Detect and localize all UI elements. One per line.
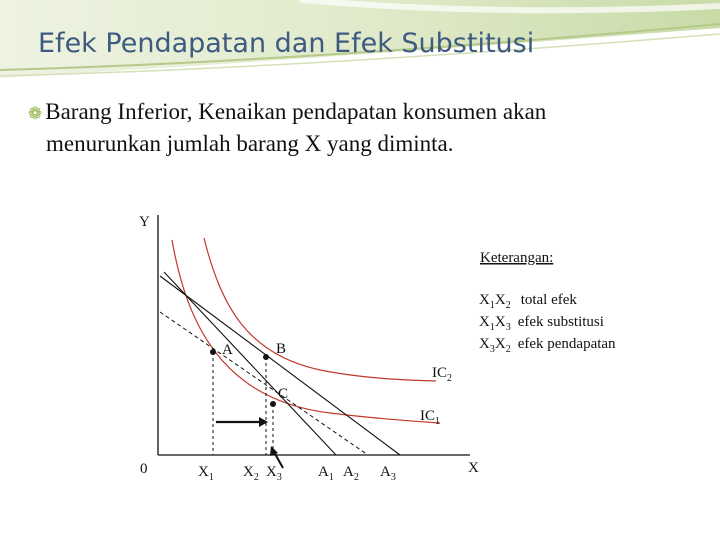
point-c-label: C <box>278 386 289 402</box>
origin-label: 0 <box>140 461 148 477</box>
x-axis-label: X <box>468 460 479 476</box>
point-a-label: A <box>222 342 233 358</box>
bullet-line-2: menurunkan jumlah barang X yang diminta. <box>46 131 454 156</box>
tick-a2: $A_2$ <box>343 464 359 483</box>
budget-line-new <box>160 276 400 455</box>
tick-a1: $A_1$ <box>318 464 334 483</box>
tick-x3: $X_3$ <box>266 464 282 483</box>
slide-title: Efek Pendapatan dan Efek Substitusi <box>38 28 535 59</box>
point-b-dot <box>263 354 269 360</box>
legend-row-total: $X_1X_2$ total efek <box>479 292 577 311</box>
tick-x2: $X_2$ <box>243 464 259 483</box>
y-axis-label: Y <box>139 214 150 230</box>
point-c-dot <box>270 401 276 407</box>
point-a-dot <box>210 349 216 355</box>
ic2-label: $IC_2$ <box>432 365 452 384</box>
legend-heading: Keterangan: <box>480 250 554 266</box>
indifference-curve-ic2 <box>204 238 436 381</box>
ic1-label: $IC_1$ <box>420 408 440 427</box>
point-b-label: B <box>276 341 287 357</box>
tick-a3: $A_3$ <box>380 464 396 483</box>
budget-line-compensated <box>160 312 368 455</box>
tick-x1: $X_1$ <box>198 464 214 483</box>
budget-line-initial <box>164 272 336 455</box>
bullet-line-1: Barang Inferior, Kenaikan pendapatan konsumen akan <box>45 99 547 124</box>
legend-row-income: $X_3X_2$ efek pendapatan <box>479 336 616 355</box>
substitution-effect-arrowhead <box>259 417 268 427</box>
bullet-marker-icon: ❁ <box>28 104 43 123</box>
legend-row-substitution: $X_1X_3$ efek substitusi <box>479 314 604 333</box>
